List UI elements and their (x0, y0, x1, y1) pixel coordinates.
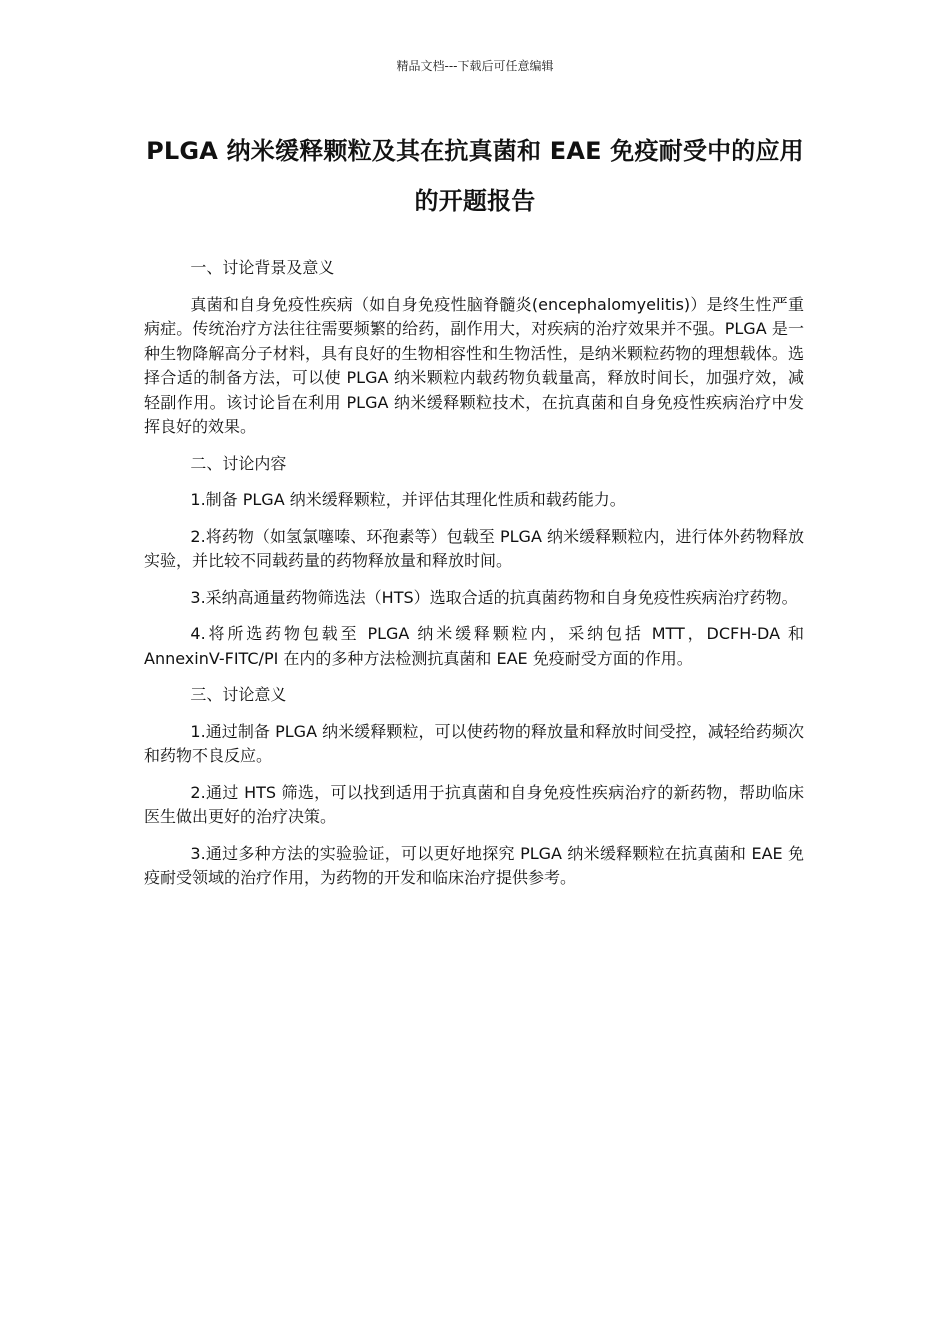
document-body (144, 256, 804, 903)
paragraph-content-3: 3.采纳高通量药物筛选法（HTS）选取合适的抗真菌药物和自身免疫性疾病治疗药物。 (190, 587, 798, 607)
document-title: PLGA 纳米缓释颗粒及其在抗真菌和 EAE 免疫耐受中的应用的开题报告 (146, 137, 804, 215)
paragraph-content-4: 4.将所选药物包载至 PLGA 纳米缓释颗粒内，采纳包括 MTT，DCFH-DA 和 AnnexinV-FITC/PI 在内的多种方法检测抗真菌和 EAE 免疫耐受方面的作用。 (144, 624, 804, 668)
paragraph-significance-2: 2.通过 HTS 筛选，可以找到适用于抗真菌和自身免疫性疾病治疗的新药物，帮助临床医生做出更好的治疗决策。 (144, 782, 804, 826)
section-heading-significance: 三、讨论意义 (190, 685, 287, 704)
paragraph-significance-1: 1.通过制备 PLGA 纳米缓释颗粒，可以使药物的释放量和释放时间受控，减轻给药频次和药物不良反应。 (144, 721, 804, 765)
paragraph-content-1: 1.制备 PLGA 纳米缓释颗粒，并评估其理化性质和载药能力。 (190, 490, 626, 509)
header-note: 精品文档---下载后可任意编辑 (396, 59, 554, 73)
section-heading-content: 二、讨论内容 (190, 453, 287, 473)
paragraph-background: 真菌和自身免疫性疾病（如自身免疫性脑脊髓炎(encephalomyelitis)）是终生性严重病症。传统治疗方法往往需要频繁的给药，副作用大，对疾病的治疗效果并不强。PLGA 是一种生物降解高分子材料，具有良好的生物相容性和生物活性，是纳米颗粒药物的理想载体。选择合适的制备方法，可以使 PLGA 纳米颗粒内载药物负载量高，释放时间长，加强疗效，减轻副作用。该讨论旨在利用 PLGA 纳米缓释颗粒技术，在抗真菌和自身免疫性疾病治疗中发挥良好的效果。 (144, 294, 804, 436)
paragraph-significance-3: 3.通过多种方法的实验验证，可以更好地探究 PLGA 纳米缓释颗粒在抗真菌和 EAE 免疫耐受领域的治疗作用，为药物的开发和临床治疗提供参考。 (144, 843, 804, 887)
paragraph-content-2: 2.将药物（如氢氯噻嗪、环孢素等）包载至 PLGA 纳米缓释颗粒内，进行体外药物释放实验，并比较不同载药量的药物释放量和释放时间。 (144, 526, 804, 570)
section-heading-background: 一、讨论背景及意义 (190, 258, 335, 277)
